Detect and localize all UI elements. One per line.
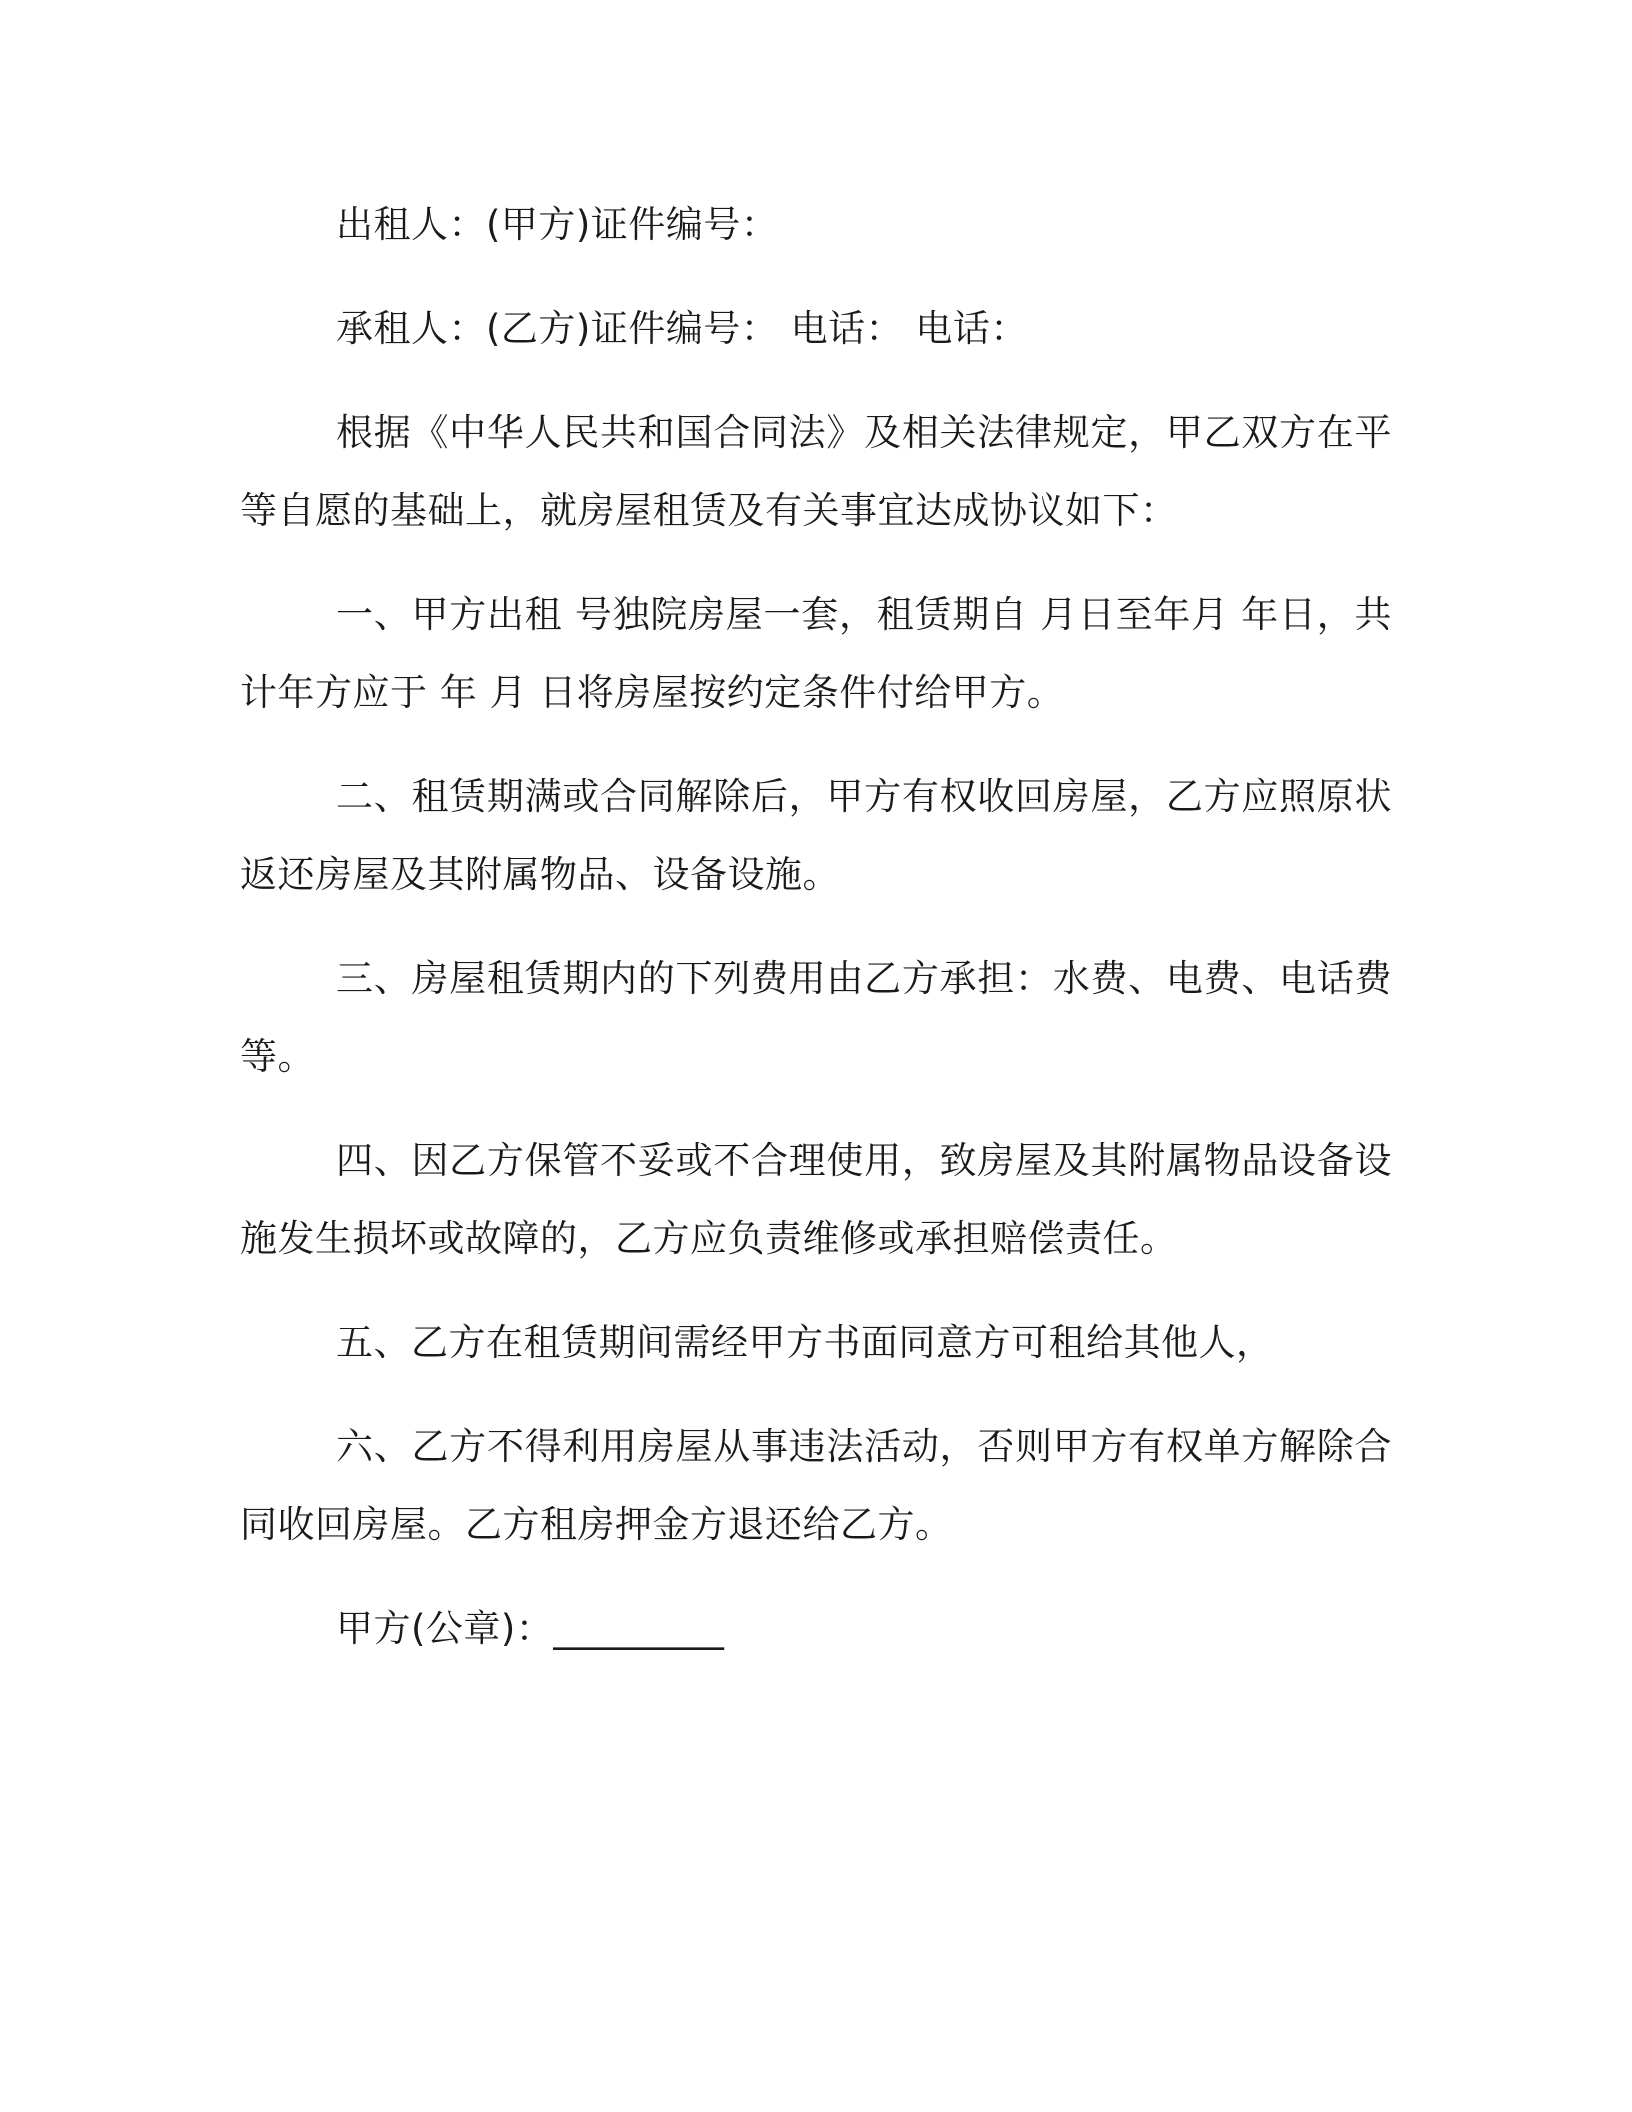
clause-2: 二、租赁期满或合同解除后，甲方有权收回房屋，乙方应照原状返还房屋及其附属物品、设备设施。 (240, 775, 1392, 896)
lessee-line: 承租人：(乙方)证件编号： 电话： 电话： (336, 307, 1028, 350)
preamble-paragraph: 根据《中华人民共和国合同法》及相关法律规定，甲乙双方在平等自愿的基础上，就房屋租赁及有关事宜达成协议如下： (240, 411, 1392, 532)
clause-1: 一、甲方出租 号独院房屋一套，租赁期自 月日至年月 年日，共计年方应于 年 月 日将房屋按约定条件付给甲方。 (240, 593, 1392, 714)
document-body (240, 186, 1392, 1694)
party-a-seal-line: 甲方(公章)：_________ (336, 1607, 725, 1650)
clause-5: 五、乙方在租赁期间需经甲方书面同意方可租给其他人， (336, 1321, 1274, 1364)
clause-4: 四、因乙方保管不妥或不合理使用，致房屋及其附属物品设备设施发生损坏或故障的，乙方应负责维修或承担赔偿责任。 (240, 1139, 1392, 1260)
clause-6: 六、乙方不得利用房屋从事违法活动，否则甲方有权单方解除合同收回房屋。乙方租房押金方退还给乙方。 (240, 1425, 1392, 1546)
lessor-line: 出租人：(甲方)证件编号： (336, 203, 779, 246)
clause-3: 三、房屋租赁期内的下列费用由乙方承担：水费、电费、电话费等。 (240, 957, 1392, 1078)
